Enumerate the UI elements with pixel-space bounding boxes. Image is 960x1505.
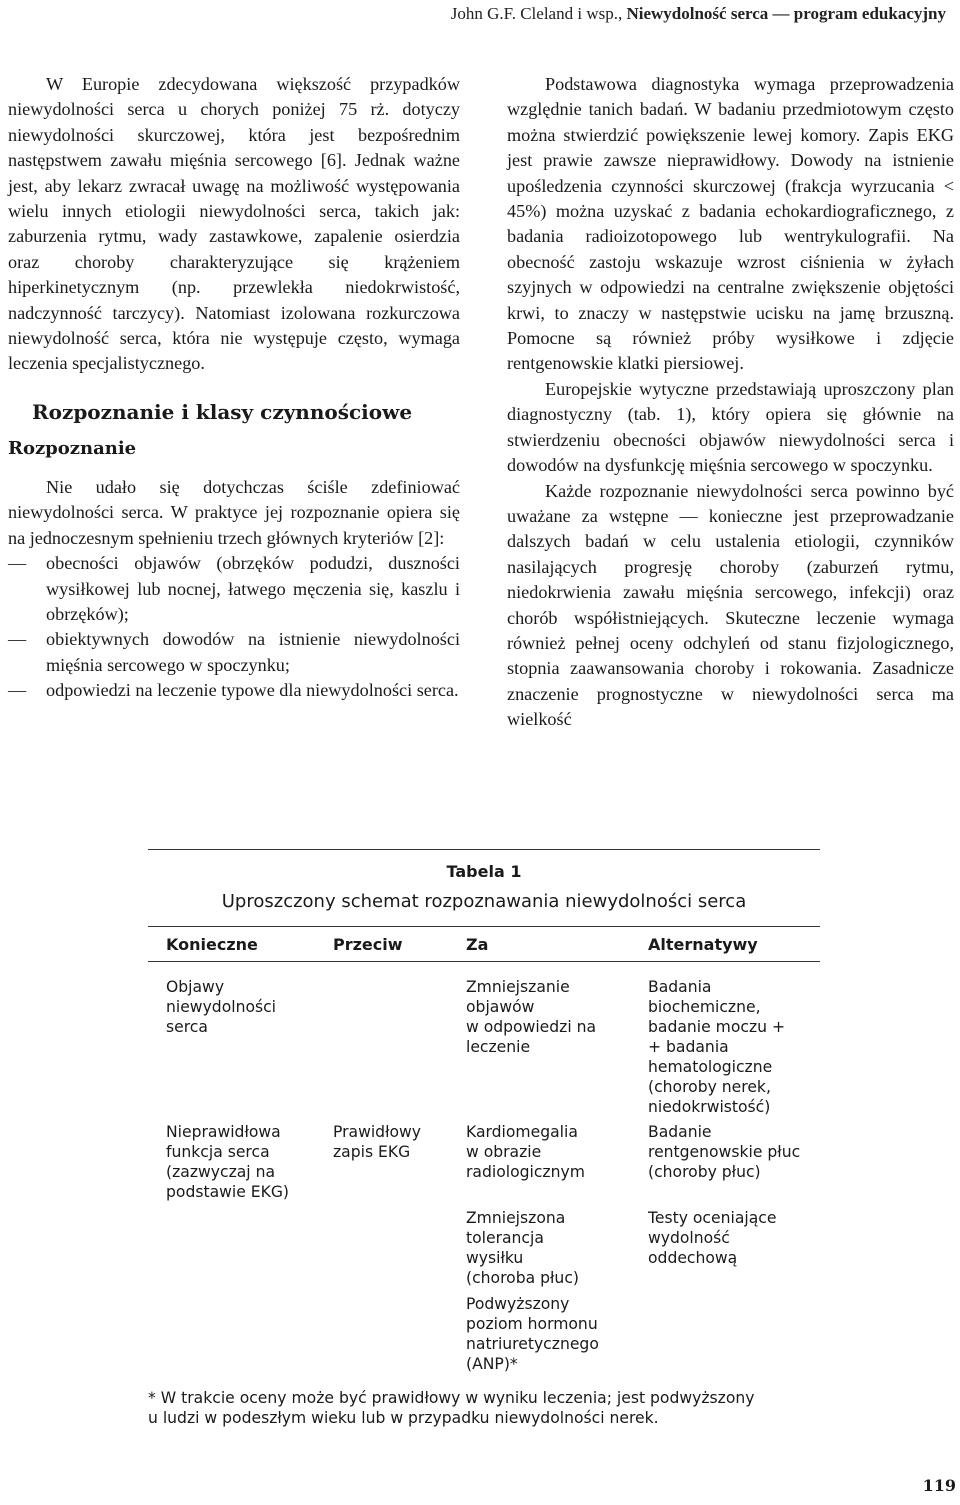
criteria-list <box>8 551 460 703</box>
section-heading: Rozpoznanie i klasy czynnościowe <box>32 399 413 424</box>
table-cell: Testy oceniające wydolność oddechową <box>648 1209 777 1267</box>
table-top-rule <box>148 849 820 850</box>
table-cell: Podwyższony poziom hormonu natriuretycznego (ANP)* <box>466 1295 599 1373</box>
table-cell: Kardiomegalia w obrazie radiologicznym <box>466 1123 585 1181</box>
running-head-authors: John G.F. Cleland i wsp., <box>450 4 623 23</box>
table-cell: Nieprawidłowa funkcja serca (zazwyczaj na podstawie EKG) <box>166 1123 290 1201</box>
header-cell-required: Konieczne <box>166 935 258 954</box>
criteria-item: — obecności objawów (obrzęków podudzi, duszności wysiłkowej lub nocnej, łatwego męczenia się, kaszlu i obrzęków); <box>8 551 460 627</box>
table-label: Tabela 1 <box>446 862 522 881</box>
header-cell-against: Przeciw <box>333 935 403 954</box>
subsection-heading: Rozpoznanie <box>8 437 137 459</box>
diagnosis-paragraph: Nie udało się dotychczas ściśle zdefiniować niewydolności serca. W praktyce jej rozpoznanie opiera się na jednoczesnym spełnieniu trzech głównych kryteriów [2]: <box>8 476 460 548</box>
table-header-row <box>148 927 820 961</box>
criteria-item: — odpowiedzi na leczenie typowe dla niewydolności serca. <box>8 678 460 703</box>
right-column <box>507 72 954 733</box>
table-cell: Objawy niewydolności serca <box>166 978 277 1036</box>
page-number: 119 <box>922 1476 956 1495</box>
preliminary-diagnosis-paragraph: Każde rozpoznanie niewydolności serca powinno być uważane za wstępne — konieczne jest przeprowadzanie dalszych badań w celu ustalenia etiologii, czynników nasilających progresję choroby (zaburzeń rytmu, niedokrwienia zawału mięśnia sercowego, infekcji) oraz chorób współistniejących. Skuteczne leczenie wymaga również pełnej oceny odchyleń od stanu fizjologicznego, stopnia zaawansowania choroby i rokowania. Zasadnicze znaczenie prognostyczne w niewydolności serca ma wielkość <box>507 480 954 730</box>
basic-diagnostics-paragraph: Podstawowa diagnostyka wymaga przeprowadzenia względnie tanich badań. W badaniu przedmiotowym często można stwierdzić powiększenie lewej komory. Zapis EKG jest prawie zawsze nieprawidłowy. Dowody na istnienie upośledzenia czynności skurczowej (frakcja wyrzucania < 45%) można uzyskać z badania echokardiograficznego, z badania radioizotopowego lub wentrykulografii. Na obecność zastoju wskazuje wzrost ciśnienia w żyłach szyjnych w odpowiedzi na centralne zwiększenie objętości krwi, to znaczy w następstwie ucisku na jamę brzuszną. Pomocne są również próby wysiłkowe i zdjęcie rentgenowskie klatki piersiowej. <box>507 74 954 374</box>
header-cell-alternatives: Alternatywy <box>648 935 758 954</box>
table-title: Uproszczony schemat rozpoznawania niewydolności serca <box>221 891 747 912</box>
table-cell: Prawidłowy zapis EKG <box>333 1123 422 1161</box>
header-cell-for: Za <box>466 935 489 954</box>
left-column <box>8 72 460 704</box>
table-cell: Zmniejszona tolerancja wysiłku (choroba płuc) <box>466 1209 579 1287</box>
running-head <box>451 4 946 24</box>
table-cell: Badanie rentgenowskie płuc (choroby płuc) <box>648 1123 801 1181</box>
table-body <box>148 962 820 1373</box>
intro-paragraph: W Europie zdecydowana większość przypadków niewydolności serca u chorych poniżej 75 rż. dotyczy niewydolności skurczowej, która jest bezpośrednim następstwem zawału mięśnia sercowego [6]. Jednak ważne jest, aby lekarz zwracał uwagę na możliwość występowania wielu innych etiologii niewydolności serca, takich jak: zaburzenia rytmu, wady zastawkowe, zapalenie osierdzia oraz choroby charakteryzujące się krążeniem hiperkinetycznym (np. przewlekła niedokrwistość, nadczynność tarczycy). Natomiast izolowana rozkurczowa niewydolność serca, która nie występuje często, wymaga leczenia specjalistycznego. <box>8 74 460 374</box>
table-cell: Badania biochemiczne, badanie moczu + + badania hematologiczne (choroby nerek, niedokrwistość) <box>648 978 786 1116</box>
guidelines-paragraph: Europejskie wytyczne przedstawiają uproszczony plan diagnostyczny (tab. 1), który opiera się głównie na stwierdzeniu obecności objawów niewydolności serca i dowodów na dysfunkcję mięśnia sercowego w spoczynku. <box>507 378 954 476</box>
table-cell: Zmniejszanie objawów w odpowiedzi na leczenie <box>466 978 597 1056</box>
table-footnote: * W trakcie oceny może być prawidłowy w wyniku leczenia; jest podwyższony u ludzi w podeszłym wieku lub w przypadku niewydolności nerek. <box>148 1389 755 1427</box>
criteria-item: — obiektywnych dowodów na istnienie niewydolności mięśnia sercowego w spoczynku; <box>8 627 460 678</box>
running-head-journal: Niewydolność serca — program edukacyjny <box>626 4 946 23</box>
diagnosis-table <box>148 849 820 1373</box>
